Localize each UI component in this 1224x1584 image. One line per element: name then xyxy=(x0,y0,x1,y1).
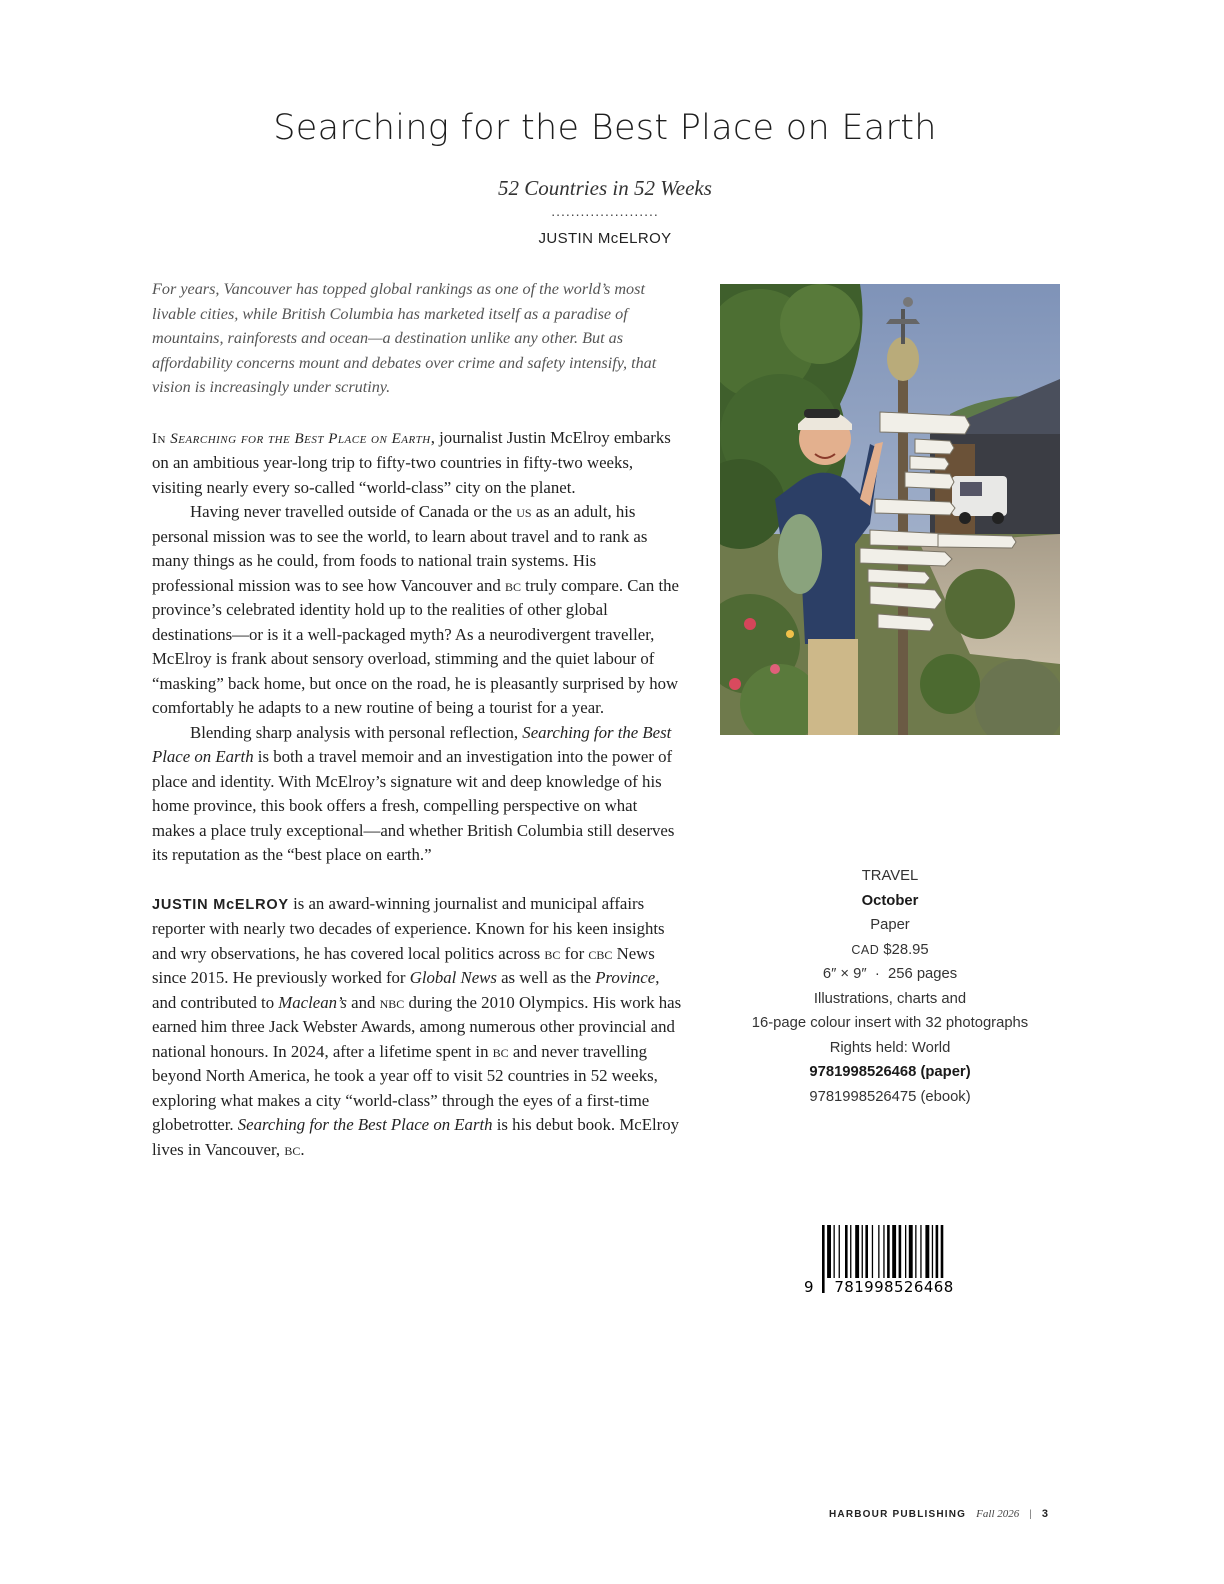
book-title-inline: Searching for the Best Place on Earth xyxy=(152,722,672,766)
bio-author-name: JUSTIN McELROY xyxy=(152,896,289,913)
barcode-bar xyxy=(862,1225,863,1285)
abbr-bc: bc xyxy=(284,1139,301,1159)
abbr-bc: bc xyxy=(544,943,561,963)
abbr-cbc: cbc xyxy=(588,943,613,963)
body-paragraph-3 xyxy=(152,721,682,868)
lead-in-word: In xyxy=(152,430,166,447)
text-run: as well as the xyxy=(496,968,596,987)
author-photo-illustration xyxy=(720,284,1060,735)
barcode-bar xyxy=(872,1225,873,1285)
page-footer xyxy=(829,1508,1048,1520)
abbr-us: us xyxy=(516,502,532,521)
barcode-graphic xyxy=(802,1222,972,1298)
text-run: as an adult, his personal mission was to see the world, to learn about travel and to rank as many things as he could, from foods to national train systems. His professional mission was to see how Vancouver and xyxy=(152,502,648,595)
text-run: , and contributed to xyxy=(152,968,660,1012)
footer-season: Fall 2026 xyxy=(976,1508,1020,1520)
barcode-bar xyxy=(855,1225,859,1285)
barcode-bar xyxy=(845,1225,848,1285)
dotted-divider: ...................... xyxy=(551,203,659,219)
barcode-bar xyxy=(915,1225,916,1285)
barcode-bar xyxy=(839,1225,840,1285)
barcode-lead-digit: 9 xyxy=(804,1278,814,1296)
lead-in-title: Searching for the Best Place on Earth xyxy=(170,430,431,447)
body-paragraph-1 xyxy=(152,426,682,501)
author-photo xyxy=(720,284,1060,735)
barcode-bar xyxy=(899,1225,902,1285)
text-run: Having never travelled outside of Canada or the xyxy=(190,502,517,521)
text-run: News since 2015. He previously worked for xyxy=(152,943,655,987)
book-details xyxy=(720,864,1060,1109)
author-name: JUSTIN McELROY xyxy=(538,230,672,247)
barcode-bar xyxy=(892,1225,896,1285)
book-title-inline: Searching for the Best Place on Earth xyxy=(237,1115,493,1134)
text-run: is both a travel memoir and an investigation into the power of place and identity. With McElroy’s signature wit and deep knowledge of his home province, this book offers a fresh, compelling perspective on what makes a place truly exceptional—and whether British Columbia still deserves its reputation as the “best place on earth.” xyxy=(152,747,675,864)
barcode-bar xyxy=(822,1225,825,1293)
barcode-bar xyxy=(905,1225,906,1285)
barcode-bar xyxy=(932,1225,933,1285)
price-amount: $28.95 xyxy=(879,941,929,958)
category: TRAVEL xyxy=(861,868,919,884)
book-subtitle: 52 Countries in 52 Weeks xyxy=(498,176,712,200)
isbn-barcode xyxy=(802,1222,972,1298)
barcode-bar xyxy=(834,1225,835,1285)
page-number: 3 xyxy=(1041,1508,1048,1520)
price xyxy=(720,938,1060,963)
footer-separator: | xyxy=(1029,1509,1032,1520)
barcode-bar xyxy=(878,1225,879,1285)
format: Paper xyxy=(870,917,910,933)
text-run: is his debut book. McElroy lives in Vancouver, xyxy=(152,1115,679,1159)
barcode-bar xyxy=(909,1225,913,1285)
text-run: and xyxy=(346,992,380,1012)
trim-and-pages: 6″ × 9″ · 256 pages xyxy=(822,966,958,982)
abbr-nbc: nbc xyxy=(379,992,405,1012)
text-run: . xyxy=(300,1139,305,1159)
features-line-1: Illustrations, charts and xyxy=(813,990,967,1007)
body-paragraph-1-text: , journalist Justin McElroy embarks on an ambitious year-long trip to fifty-two countries in fifty-two weeks, visiting nearly every so-called “world-class” city on the planet. xyxy=(152,427,671,497)
publication-month: October xyxy=(861,892,919,909)
text-run: and never travelling beyond North America, he took a year off to visit 52 countries in 52 weeks, exploring what makes a city “world-class” through the eyes of a first-time globetrotter. xyxy=(152,1041,658,1134)
isbn-paper: 9781998526468 (paper) xyxy=(809,1064,971,1080)
text-run: for xyxy=(560,943,589,963)
intro-paragraph: For years, Vancouver has topped global rankings as one of the world’s most livable cities, while British Columbia has marketed itself as a paradise of mountains, rainforests and ocean—a destination unlike any other. But as affordability concerns mount and debates over crime and safety intensify, that vision is increasingly under scrutiny. xyxy=(152,280,657,396)
barcode-bar xyxy=(920,1225,921,1285)
publication-province: Province xyxy=(595,968,656,987)
features-line-2: 16-page colour insert with 32 photographs xyxy=(751,1015,1029,1031)
abbr-bc: bc xyxy=(492,1041,509,1061)
barcode-digits: 781998526468 xyxy=(834,1278,954,1296)
description-column xyxy=(152,277,682,1179)
text-run: is an award-winning journalist and municipal affairs reporter with nearly two decades of experience. Known for his keen insights and wry observations, he has covered local politics across xyxy=(152,893,665,963)
book-title: Searching for the Best Place on Earth xyxy=(273,108,937,148)
author-bio xyxy=(152,892,682,1163)
text-run: truly compare. Can the province’s celebrated identity hold up to the realities of other global destinations—or is it a well-packaged myth? As a neurodivergent traveller, McElroy is frank about sensory overload, stimming and the quiet labour of “masking” back home, but once on the road, he is pleasantly surprised by how comfortably he adapts to a new routine of being a tourist for a year. xyxy=(152,575,679,717)
isbn-ebook: 9781998526475 (ebook) xyxy=(809,1088,971,1105)
body-text xyxy=(152,426,682,868)
barcode-bar xyxy=(925,1225,929,1285)
publication-macleans: Maclean’s xyxy=(278,992,347,1012)
rights: Rights held: World xyxy=(829,1039,951,1056)
lead-in xyxy=(152,431,431,447)
currency-code: CAD xyxy=(851,942,880,957)
body-paragraph-2 xyxy=(152,500,682,721)
text-run: during the 2010 Olympics. His work has earned him three Jack Webster Awards, among numerous other provincial and national honours. In 2024, after a lifetime spent in xyxy=(152,992,682,1061)
publication-global-news: Global News xyxy=(409,968,497,987)
abbr-bc: bc xyxy=(504,575,521,595)
text-run: Blending sharp analysis with personal reflection, xyxy=(190,722,523,742)
barcode-bar xyxy=(865,1225,868,1285)
footer-publisher: HARBOUR PUBLISHING xyxy=(829,1509,967,1520)
barcode-bar xyxy=(850,1225,851,1285)
